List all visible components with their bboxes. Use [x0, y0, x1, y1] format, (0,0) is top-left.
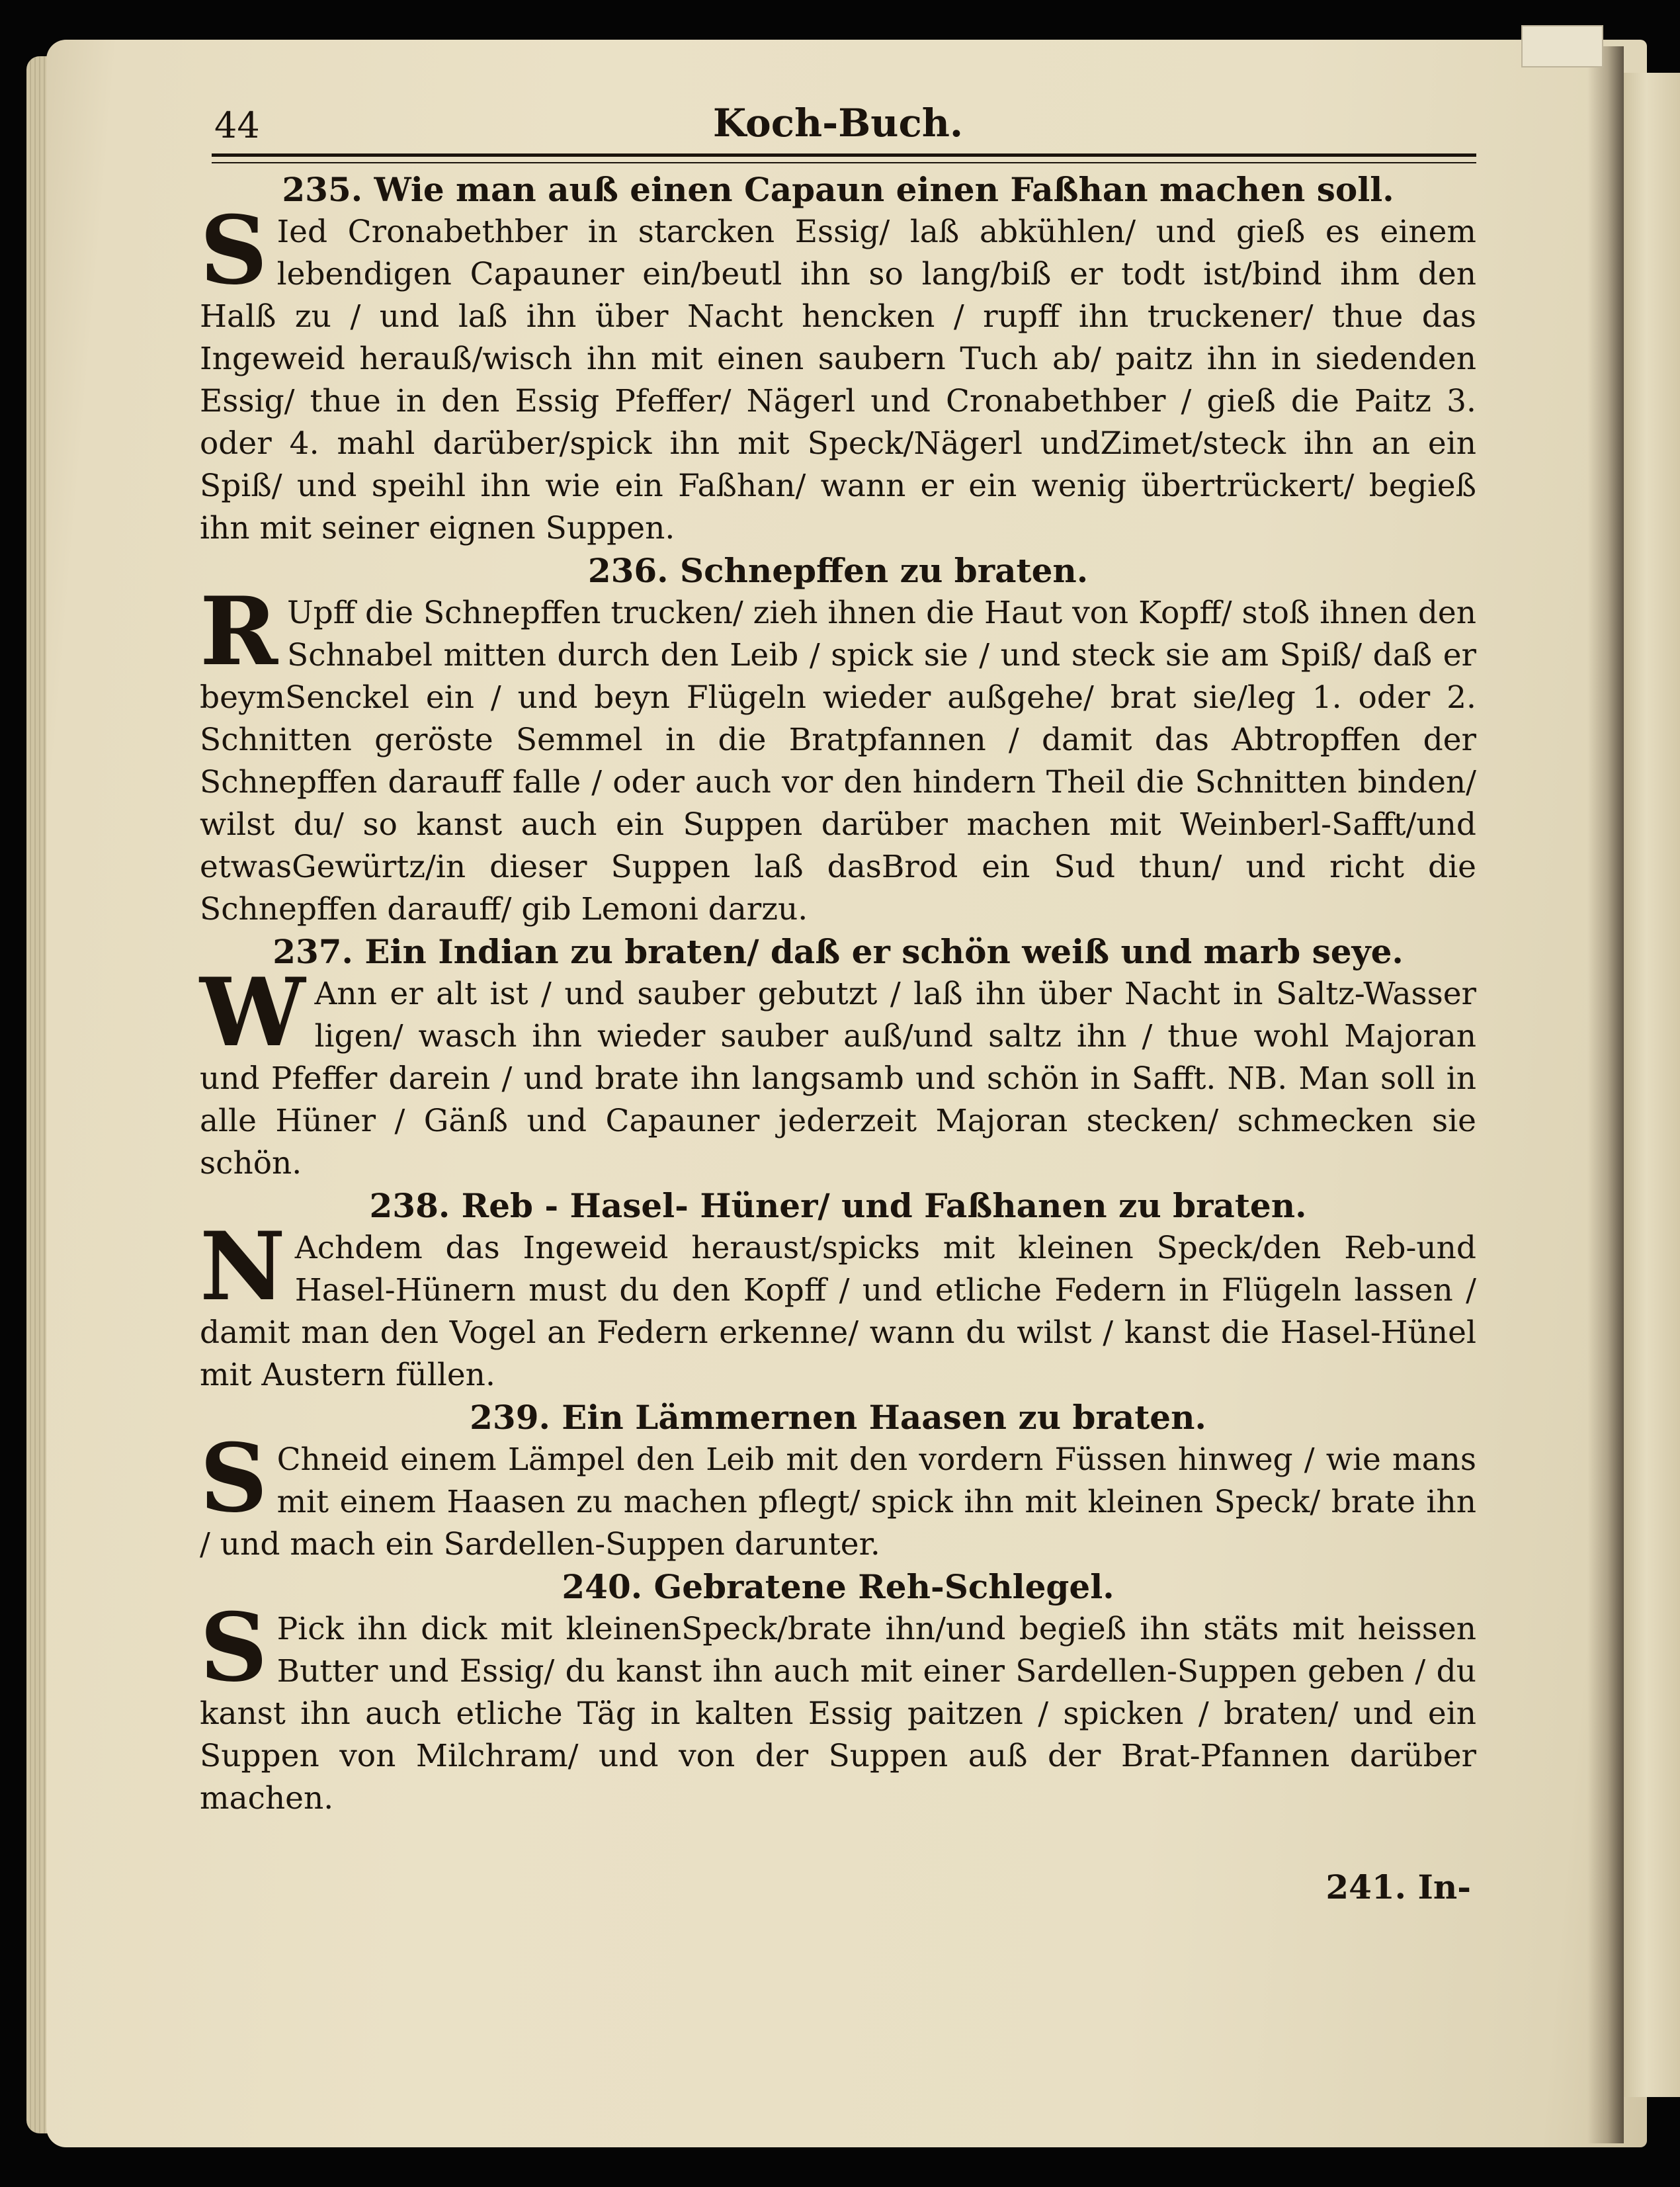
drop-initial: W: [200, 958, 306, 1068]
drop-initial: S: [200, 196, 268, 306]
recipe-240: [200, 1566, 1476, 1820]
recipe-title: 240. Gebratene Reh-Schlegel.: [562, 1567, 1114, 1606]
recipe-239: [200, 1396, 1476, 1566]
recipe-title: 239. Ein Lämmernen Haasen zu braten.: [470, 1398, 1206, 1437]
page-marker: [1521, 25, 1603, 67]
page-header: [200, 99, 1476, 153]
recipe-237: [200, 931, 1476, 1185]
recipe-body: Chneid einem Lämpel den Leib mit den vordern Füssen hinweg / wie mans mit einem Haasen zu machen pflegt/ spick ihn mit kleinen Speck/ brate ihn / und mach ein Sardellen-Suppen darunter.: [200, 1441, 1476, 1563]
drop-initial: S: [200, 1424, 268, 1533]
recipe-title: 235. Wie man auß einen Capaun einen Faßhan machen soll.: [282, 170, 1394, 209]
header-rule: [212, 153, 1476, 163]
recipe-text: [200, 577, 1476, 931]
drop-initial: R: [200, 577, 278, 687]
page-number: 44: [214, 105, 260, 146]
drop-initial: S: [200, 1593, 268, 1703]
recipe-title: 238. Reb - Hasel- Hüner/ und Faßhanen zu braten.: [369, 1186, 1307, 1225]
recipe-text: [200, 1593, 1476, 1820]
recipe-body: Ann er alt ist / und sauber gebutzt / laß ihn über Nacht in Saltz-Wasser ligen/ wasch ihn wieder sauber auß/und saltz ihn / thue wohl Majoran und Pfeffer darein / und brate ihn langsamb und schön in Safft. NB. Man soll in alle Hüner / Gänß und Capauner jederzeit Majoran stecken/ schmecken sie schön.: [200, 976, 1476, 1181]
drop-initial: N: [200, 1212, 286, 1322]
recipe-body: Upff die Schnepffen trucken/ zieh ihnen die Haut von Kopff/ stoß ihnen den Schnabel mitten durch den Leib / spick sie / und steck sie am Spiß/ daß er beymSenckel ein / und beyn Flügeln wieder außgehe/ brat sie/leg 1. oder 2. Schnitten geröste Semmel in die Bratpfannen / damit das Abtropffen der Schnepffen darauff falle / oder auch vor den hindern Theil die Schnitten binden/ wilst du/ so kanst auch ein Suppen darüber machen mit Weinberl-Safft/und etwasGewürtz/in dieser Suppen laß dasBrod ein Sud thun/ und richt die Schnepffen darauff/ gib Lemoni darzu.: [200, 595, 1476, 927]
recipe-236: [200, 550, 1476, 931]
running-title: Koch-Buch.: [712, 101, 964, 146]
recipe-235: [200, 169, 1476, 550]
recipe-238: [200, 1185, 1476, 1396]
recipe-body: Ied Cronabethber in starcken Essig/ laß abkühlen/ und gieß es einem lebendigen Capauner ein/beutl ihn so lang/biß er todt ist/bind ihm den Halß zu / und laß ihn über Nacht hencken / rupff ihn truckener/ thue das Ingeweid herauß/wisch ihn mit einen saubern Tuch ab/ paitz ihn in siedenden Essig/ thue in den Essig Pfeffer/ Nägerl und Cronabethber / gieß die Paitz 3. oder 4. mahl darüber/spick ihn mit Speck/Nägerl undZimet/steck ihn an ein Spiß/ und speihl ihn wie ein Faßhan/ wann er ein wenig übertrückert/ begieß ihn mit seiner eignen Suppen.: [200, 214, 1476, 546]
recipe-text: [200, 958, 1476, 1185]
gutter-shadow: [1587, 46, 1624, 2143]
recipe-body: Achdem das Ingeweid heraust/spicks mit kleinen Speck/den Reb-und Hasel-Hünern must du den Kopff / und etliche Federn in Flügeln lassen / damit man den Vogel an Federn erkenne/ wann du wilst / kanst die Hasel-Hünel mit Austern füllen.: [200, 1230, 1476, 1393]
text-block: [200, 99, 1476, 1907]
recipe-title: 236. Schnepffen zu braten.: [587, 551, 1089, 590]
facing-page-edge: [1624, 73, 1680, 2097]
recipe-text: [200, 1212, 1476, 1396]
recipe-text: [200, 1424, 1476, 1566]
catchword: 241. In-: [1325, 1867, 1471, 1907]
recipe-title: 237. Ein Indian zu braten/ daß er schön weiß und marb seye.: [273, 932, 1404, 971]
recipe-text: [200, 196, 1476, 550]
recipe-body: Pick ihn dick mit kleinenSpeck/brate ihn/und begieß ihn stäts mit heissen Butter und Essig/ du kanst ihn auch mit einer Sardellen-Suppen geben / du kanst ihn auch etliche Täg in kalten Essig paitzen / spicken / braten/ und ein Suppen von Milchram/ und von der Suppen auß der Brat-Pfannen darüber machen.: [200, 1611, 1476, 1817]
